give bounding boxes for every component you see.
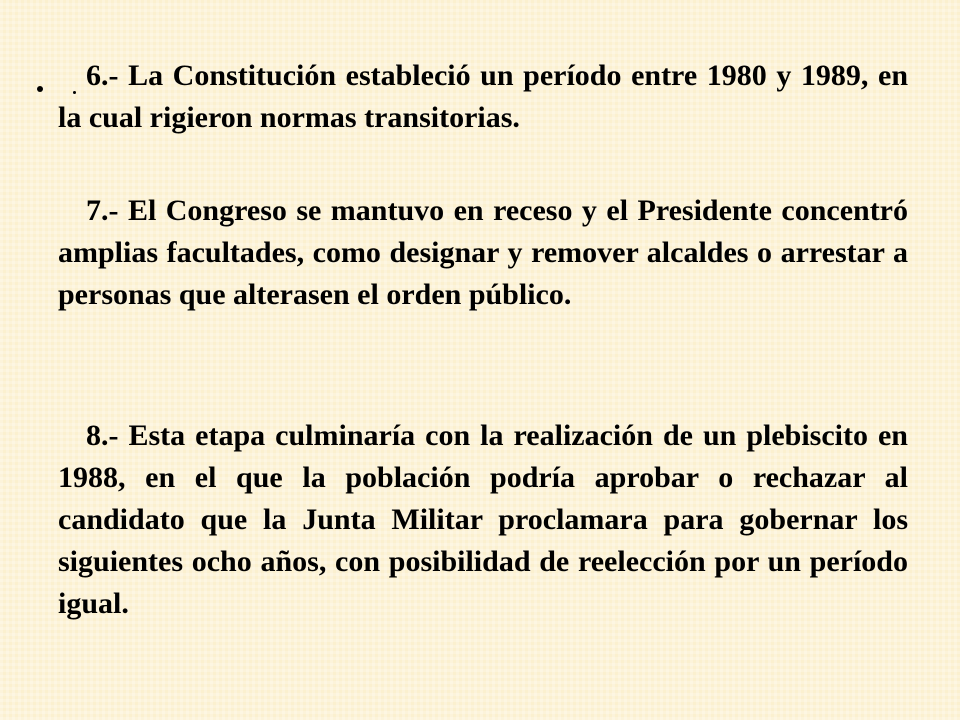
paragraph-7: 7.- El Congreso se mantuvo en receso y el Presidente concentró amplias facultades, como designar y remover alcaldes o arrestar a personas que alterasen el orden público. <box>58 194 908 311</box>
paragraph-6: 6.- La Constitución estableció un período entre 1980 y 1989, en la cual rigieron normas transitorias. <box>58 59 908 134</box>
paragraph-8: 8.- Esta etapa culminaría con la realización de un plebiscito en 1988, en el que la población podría aprobar o rechazar al candidato que la Junta Militar proclamara para gobernar los siguientes ocho años, con posibilidad de reelección por un período igual. <box>58 419 908 620</box>
bullet-dot-icon <box>37 86 43 92</box>
